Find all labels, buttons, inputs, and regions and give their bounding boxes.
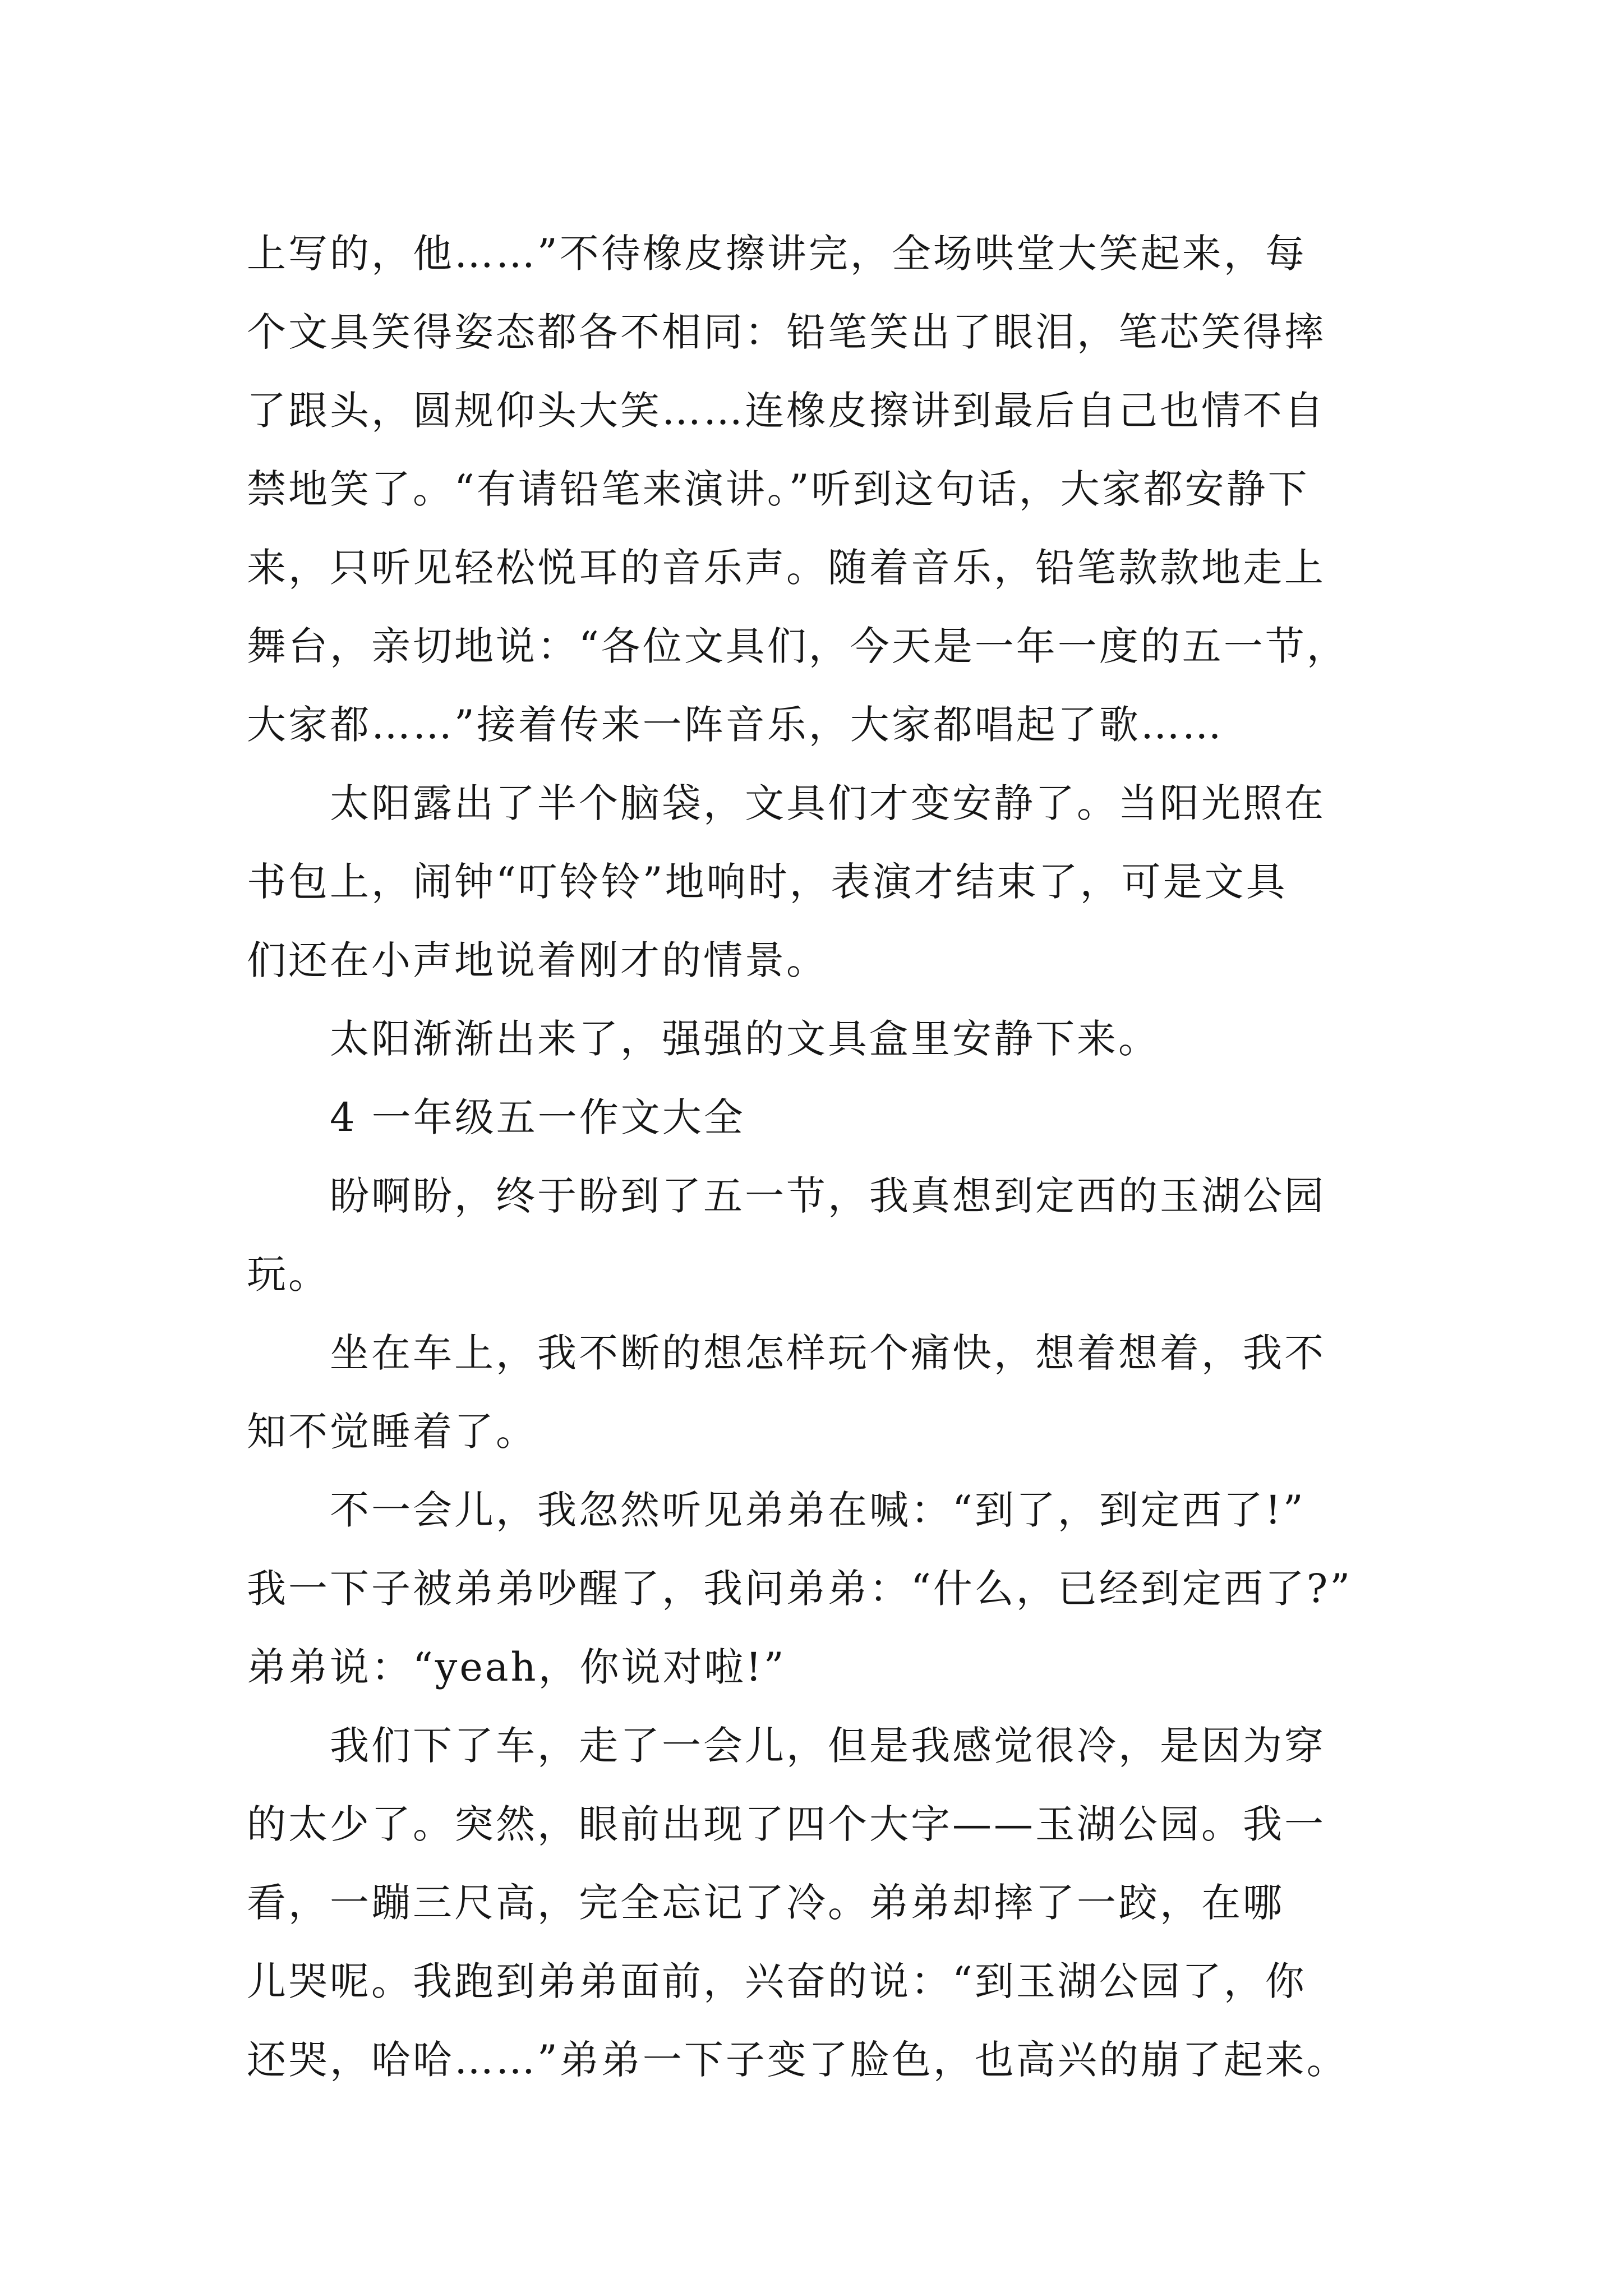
text-line: 们还在小声地说着刚才的情景。 — [247, 937, 828, 983]
text-line: 看，一蹦三尺高，完全忘记了冷。弟弟却摔了一跤，在哪 — [247, 1880, 1284, 1926]
text-line: 禁地笑了。“有请铅笔来演讲。”听到这句话，大家都安静下 — [247, 466, 1310, 512]
text-line: 玩。 — [247, 1251, 330, 1297]
text-line: 太阳露出了半个脑袋，文具们才变安静了。当阳光照在 — [330, 780, 1326, 826]
document-body — [247, 214, 1402, 2099]
text-line: 不一会儿，我忽然听见弟弟在喊：“到了，到定西了!” — [330, 1487, 1306, 1533]
heading-text: 4 一年级五一作文大全 — [330, 1094, 745, 1140]
text-line: 书包上，闹钟“叮铃铃”地响时，表演才结束了，可是文具 — [247, 859, 1288, 905]
text-line: 太阳渐渐出来了，强强的文具盒里安静下来。 — [330, 1016, 1160, 1062]
text-line: 个文具笑得姿态都各不相同：铅笔笑出了眼泪，笔芯笑得摔 — [247, 309, 1326, 355]
text-line: 坐在车上，我不断的想怎样玩个痛快，想着想着，我不 — [330, 1330, 1326, 1376]
text-line: 盼啊盼，终于盼到了五一节，我真想到定西的玉湖公园 — [330, 1173, 1326, 1219]
paragraph-1 — [247, 214, 1402, 764]
paragraph-3 — [247, 1000, 1402, 1078]
text-line: 舞台，亲切地说：“各位文具们，今天是一年一度的五一节， — [247, 623, 1348, 669]
section-heading — [247, 1078, 1402, 1157]
text-line: 还哭，哈哈……”弟弟一下子变了脸色，也高兴的崩了起来。 — [247, 2037, 1348, 2083]
text-line: 我们下了车，走了一会儿，但是我感觉很冷，是因为穿 — [330, 1723, 1326, 1769]
text-line: 弟弟说：“yeah，你说对啦!” — [247, 1644, 786, 1690]
text-line: 上写的，他……”不待橡皮擦讲完，全场哄堂大笑起来，每 — [247, 231, 1307, 277]
paragraph-6 — [247, 1314, 1402, 1471]
text-line: 儿哭呢。我跑到弟弟面前，兴奋的说：“到玉湖公园了，你 — [247, 1958, 1307, 2004]
text-line: 我一下子被弟弟吵醒了，我问弟弟：“什么，已经到定西了?” — [247, 1566, 1353, 1612]
paragraph-5 — [247, 1157, 1402, 1314]
paragraph-2 — [247, 764, 1402, 1000]
text-line: 的太少了。突然，眼前出现了四个大字——玉湖公园。我一 — [247, 1801, 1326, 1847]
paragraph-7 — [247, 1471, 1402, 1706]
text-line: 知不觉睡着了。 — [247, 1409, 537, 1455]
paragraph-8 — [247, 1706, 1402, 2099]
text-line: 大家都……”接着传来一阵音乐，大家都唱起了歌…… — [247, 702, 1224, 748]
text-line: 了跟头，圆规仰头大笑……连橡皮擦讲到最后自己也情不自 — [247, 388, 1326, 434]
text-line: 来，只听见轻松悦耳的音乐声。随着音乐，铅笔款款地走上 — [247, 545, 1326, 591]
